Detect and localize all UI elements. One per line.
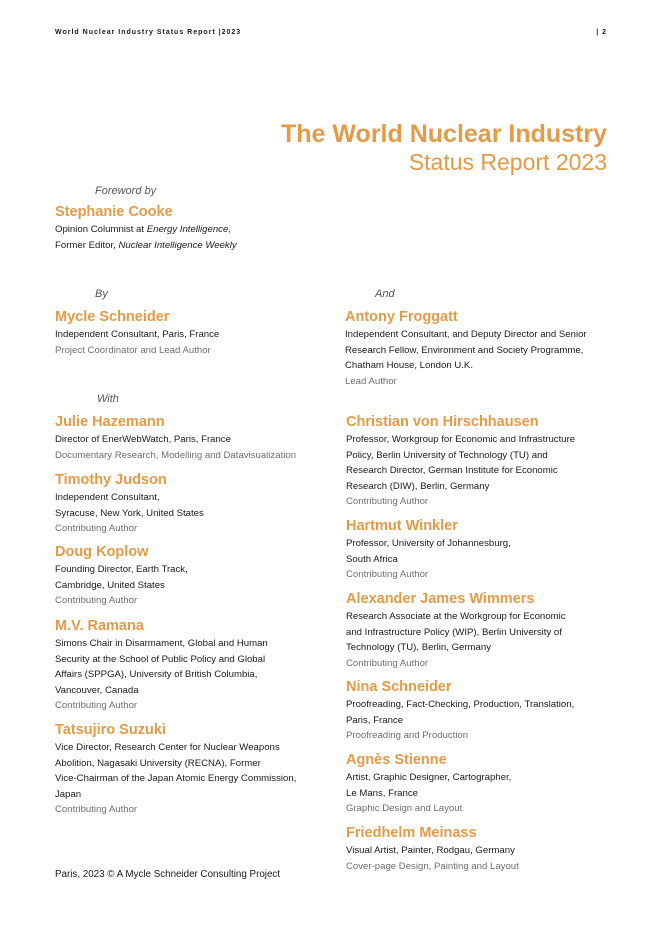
desc-text: Former Editor, xyxy=(55,239,119,251)
with-intro: With xyxy=(97,393,119,405)
contributor-stienne xyxy=(346,751,611,817)
person-role: Contributing Author xyxy=(55,595,138,607)
person-description xyxy=(346,432,611,494)
desc-line: Cambridge, United States xyxy=(55,579,165,591)
person-description xyxy=(55,562,325,593)
person-role: Graphic Design and Layout xyxy=(346,803,463,815)
desc-line: Research (DIW), Berlin, Germany xyxy=(346,480,490,492)
person-name: M.V. Ramana xyxy=(55,618,144,634)
desc-line: Policy, Berlin University of Technology (TU) and xyxy=(346,449,548,461)
title-line-1: The World Nuclear Industry xyxy=(281,120,607,148)
contributor-hirschhausen xyxy=(346,413,611,510)
person-role: Cover-page Design, Painting and Layout xyxy=(346,860,519,872)
desc-line: Vancouver, Canada xyxy=(55,684,139,696)
title-line-2: Status Report 2023 xyxy=(408,149,607,175)
lead-author-schneider xyxy=(55,308,325,358)
person-description xyxy=(345,327,610,374)
person-role: Contributing Author xyxy=(346,569,429,581)
contributor-ramana xyxy=(55,617,325,714)
copyright-footer: Paris, 2023 © A Mycle Schneider Consulting Project xyxy=(55,869,281,880)
person-role: Lead Author xyxy=(345,375,397,387)
person-name: Nina Schneider xyxy=(346,679,452,695)
person-name: Hartmut Winkler xyxy=(346,518,458,534)
person-name: Christian von Hirschhausen xyxy=(346,414,539,430)
desc-line: Paris, France xyxy=(346,714,404,726)
desc-line: Abolition, Nagasaki University (RECNA), Former xyxy=(55,757,261,769)
contributor-suzuki xyxy=(55,721,330,818)
person-description xyxy=(55,222,355,253)
person-description xyxy=(346,536,611,567)
foreword-intro: Foreword by xyxy=(95,185,157,197)
person-name: Friedhelm Meinass xyxy=(346,825,477,841)
contributor-koplow xyxy=(55,543,325,609)
desc-line: Research Director, German Institute for Economic xyxy=(346,465,558,477)
person-description xyxy=(55,740,330,802)
desc-line: Syracuse, New York, United States xyxy=(55,507,204,519)
publication-name: Energy Intelligence xyxy=(146,224,229,235)
desc-line: Technology (TU), Berlin, Germany xyxy=(346,642,492,654)
person-description xyxy=(55,490,325,521)
desc-line: Le Mans, France xyxy=(346,787,418,799)
contributor-winkler xyxy=(346,517,611,583)
person-description xyxy=(346,697,611,728)
contributor-judson xyxy=(55,471,325,537)
desc-line: Founding Director, Earth Track, xyxy=(55,564,188,575)
person-role: Contributing Author xyxy=(55,700,138,712)
desc-line: Vice-Chairman of the Japan Atomic Energy Commission, xyxy=(55,773,297,785)
desc-line: and Infrastructure Policy (WIP), Berlin University of xyxy=(346,626,562,638)
person-name: Mycle Schneider xyxy=(55,309,170,325)
desc-line: Artist, Graphic Designer, Cartographer, xyxy=(346,772,512,783)
desc-line: Research Fellow, Environment and Society Programme, xyxy=(345,344,584,356)
contributor-wimmers xyxy=(346,590,611,671)
desc-line: Japan xyxy=(55,788,82,800)
person-description xyxy=(346,770,611,801)
desc-line: Chatham House, London U.K. xyxy=(345,360,473,372)
lead-author-froggatt xyxy=(345,308,610,389)
running-head-title: World Nuclear Industry Status Report |2023 xyxy=(55,29,242,36)
person-role: Contributing Author xyxy=(346,657,429,669)
foreword-author xyxy=(55,203,355,253)
desc-text: Opinion Columnist at xyxy=(55,224,147,235)
person-role: Contributing Author xyxy=(55,804,138,816)
desc-line: Professor, University of Johannesburg, xyxy=(346,538,511,549)
person-role: Contributing Author xyxy=(346,496,429,508)
desc-line: Security at the School of Public Policy and Global xyxy=(55,653,266,665)
contributor-n-schneider xyxy=(346,678,611,744)
desc-line: Affairs (SPPGA), University of British Columbia, xyxy=(55,669,258,681)
desc-line: Independent Consultant, Paris, France xyxy=(55,329,220,340)
publication-name: Nuclear Intelligence Weekly xyxy=(118,239,237,251)
page-number: | 2 xyxy=(596,29,607,36)
contributor-meinass xyxy=(346,824,611,874)
person-role: Proofreading and Production xyxy=(346,730,469,742)
person-role: Documentary Research, Modelling and Datavisualization xyxy=(55,449,297,461)
report-title xyxy=(281,119,607,175)
desc-line: Vice Director, Research Center for Nuclear Weapons xyxy=(55,742,280,753)
desc-line: Simons Chair in Disarmament, Global and Human xyxy=(55,638,268,649)
and-intro: And xyxy=(375,288,395,300)
desc-line: Director of EnerWebWatch, Paris, France xyxy=(55,434,231,445)
person-description xyxy=(55,327,325,343)
person-role: Contributing Author xyxy=(55,523,138,535)
person-role: Project Coordinator and Lead Author xyxy=(55,344,211,356)
person-description xyxy=(55,432,325,448)
desc-line: Independent Consultant, and Deputy Director and Senior xyxy=(345,329,587,340)
desc-line: Proofreading, Fact-Checking, Production, Translation, xyxy=(346,699,575,710)
by-intro: By xyxy=(95,288,108,300)
contributor-hazemann xyxy=(55,413,325,463)
desc-line: Professor, Workgroup for Economic and Infrastructure xyxy=(346,434,576,445)
person-description xyxy=(346,609,611,656)
desc-line: South Africa xyxy=(346,553,398,565)
person-description xyxy=(55,636,325,698)
person-name: Tatsujiro Suzuki xyxy=(55,722,166,738)
desc-line: Independent Consultant, xyxy=(55,492,160,503)
person-name: Julie Hazemann xyxy=(55,414,165,430)
desc-line: Research Associate at the Workgroup for Economic xyxy=(346,611,566,622)
person-name: Agnès Stienne xyxy=(346,752,447,768)
person-name: Timothy Judson xyxy=(55,472,167,488)
person-name: Stephanie Cooke xyxy=(55,204,173,220)
person-name: Alexander James Wimmers xyxy=(346,591,535,607)
person-description xyxy=(346,843,611,859)
person-name: Doug Koplow xyxy=(55,544,149,560)
desc-text: , xyxy=(228,224,231,235)
person-name: Antony Froggatt xyxy=(345,309,458,325)
desc-line: Visual Artist, Painter, Rodgau, Germany xyxy=(346,845,515,856)
